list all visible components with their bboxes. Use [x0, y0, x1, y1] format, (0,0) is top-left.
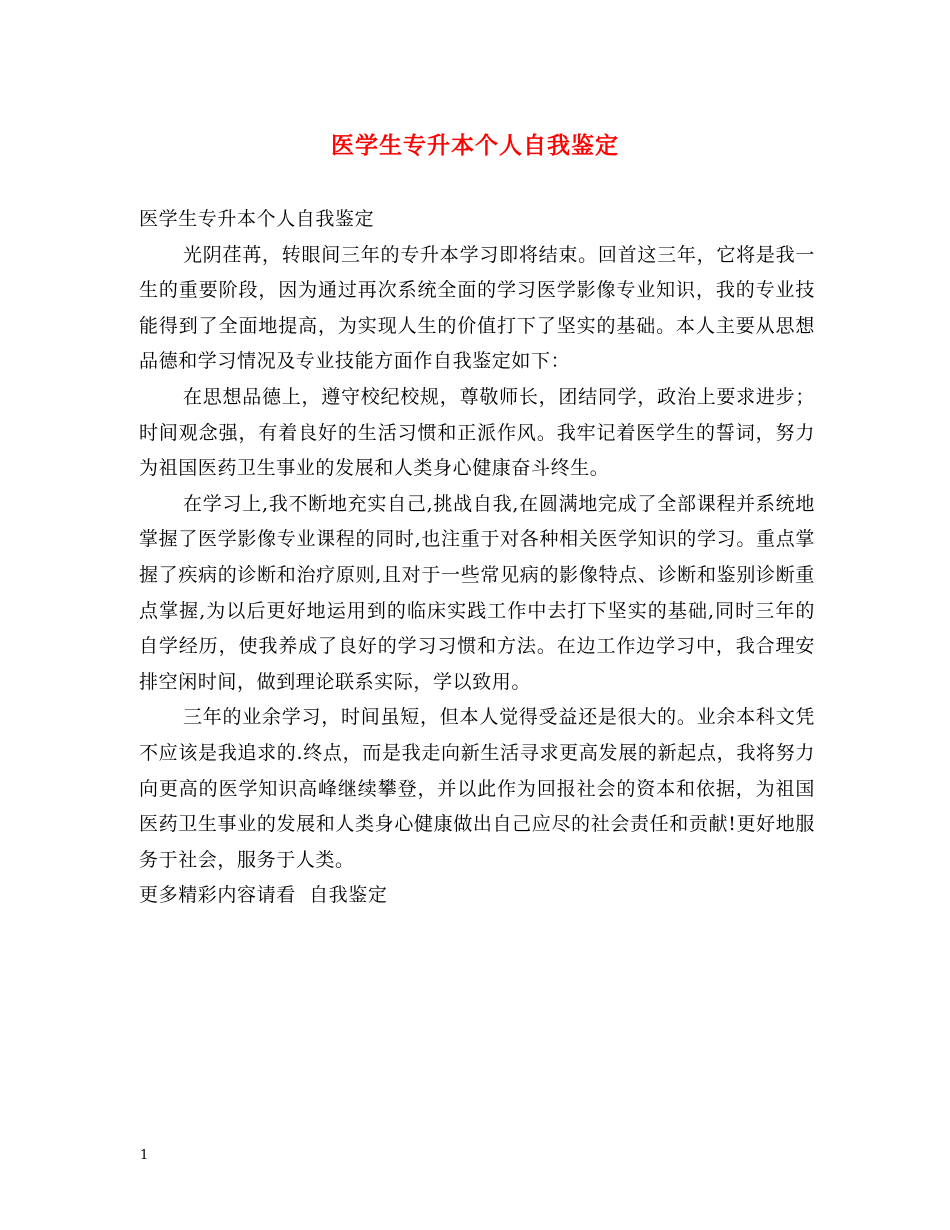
document-subtitle: 医学生专升本个人自我鉴定: [139, 208, 375, 230]
footer-note: 更多精彩内容请看 自我鉴定: [139, 884, 388, 907]
paragraph-intro: 光阴荏苒，转眼间三年的专升本学习即将结束。回首这三年，它将是我一生的重要阶段，因为通过再次系统全面的学习医学影像专业知识，我的专业技能得到了全面地提高，为实现人生的价值打下了坚实的基础。本人主要从思想品德和学习情况及专业技能方面作自我鉴定如下：: [139, 243, 815, 373]
page-number: 1: [140, 1148, 149, 1163]
document-body: [139, 202, 815, 914]
paragraph-study: 在学习上,我不断地充实自己,挑战自我,在圆满地完成了全部课程并系统地掌握了医学影像专业课程的同时,也注重于对各种相关医学知识的学习。重点掌握了疾病的诊断和治疗原则,且对于一些常见病的影像特点、诊断和鉴别诊断重点掌握,为以后更好地运用到的临床实践工作中去打下坚实的基础,同时三年的自学经历，使我养成了良好的学习习惯和方法。在边工作边学习中，我合理安排空闲时间，做到理论联系实际，学以致用。: [139, 492, 815, 693]
document-title: 医学生专升本个人自我鉴定: [331, 132, 619, 159]
paragraph-conclusion: 三年的业余学习，时间虽短，但本人觉得受益还是很大的。业余本科文凭不应该是我追求的.终点，而是我走向新生活寻求更高发展的新起点，我将努力向更高的医学知识高峰继续攀登，并以此作为回报社会的资本和依据，为祖国医药卫生事业的发展和人类身心健康做出自己应尽的社会责任和贡献!更好地服务于社会，服务于人类。: [139, 706, 815, 871]
paragraph-moral-character: 在思想品德上，遵守校纪校规，尊敬师长，团结同学，政治上要求进步；时间观念强，有着良好的生活习惯和正派作风。我牢记着医学生的誓词，努力为祖国医药卫生事业的发展和人类身心健康奋斗终生。: [139, 385, 815, 480]
